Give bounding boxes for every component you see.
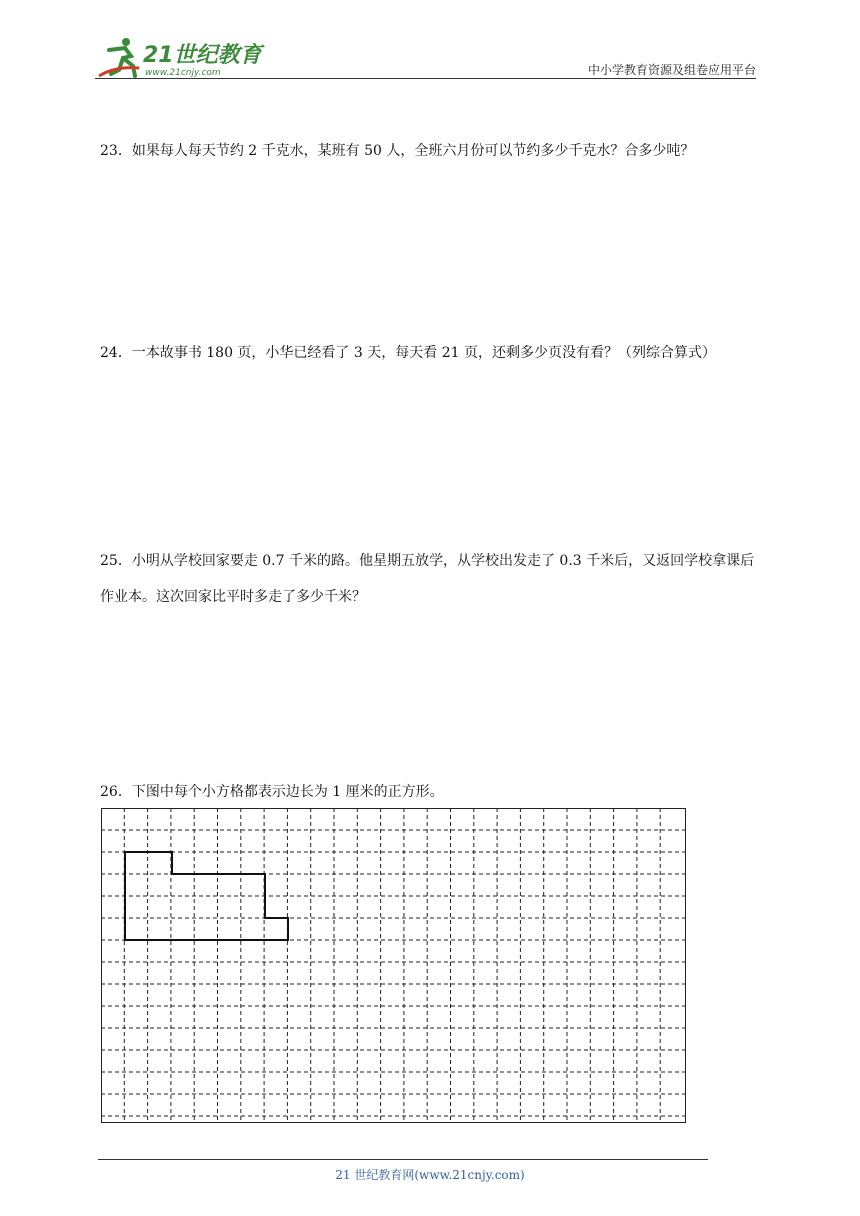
footer-divider bbox=[98, 1159, 708, 1160]
question-24: 24．一本故事书 180 页，小华已经看了 3 天，每天看 21 页，还剩多少页没有看？（列综合算式） bbox=[100, 345, 716, 361]
header-divider bbox=[95, 78, 756, 79]
question-25: 25．小明从学校回家要走 0.7 千米的路。他星期五放学，从学校出发走了 0.3 千米后，又返回学校拿课后作业本。这次回家比平时多走了多少千米？ bbox=[100, 553, 755, 605]
footer-source: 21 世纪教育网(www.21cnjy.com) bbox=[335, 1168, 525, 1182]
grid-border bbox=[102, 809, 686, 1123]
site-logo bbox=[95, 36, 265, 80]
logo-text: 21世纪教育 bbox=[143, 43, 262, 68]
logo-url: www.21cnjy.com bbox=[145, 68, 221, 78]
question-23: 23．如果每人每天节约 2 千克水，某班有 50 人，全班六月份可以节约多少千克水？合多少吨？ bbox=[100, 143, 695, 159]
platform-name: 中小学教育资源及组卷应用平台 bbox=[587, 63, 756, 77]
question-26: 26．下图中每个小方格都表示边长为 1 厘米的正方形。 bbox=[100, 784, 444, 800]
square-grid bbox=[101, 808, 687, 1124]
runner-icon bbox=[99, 38, 139, 76]
